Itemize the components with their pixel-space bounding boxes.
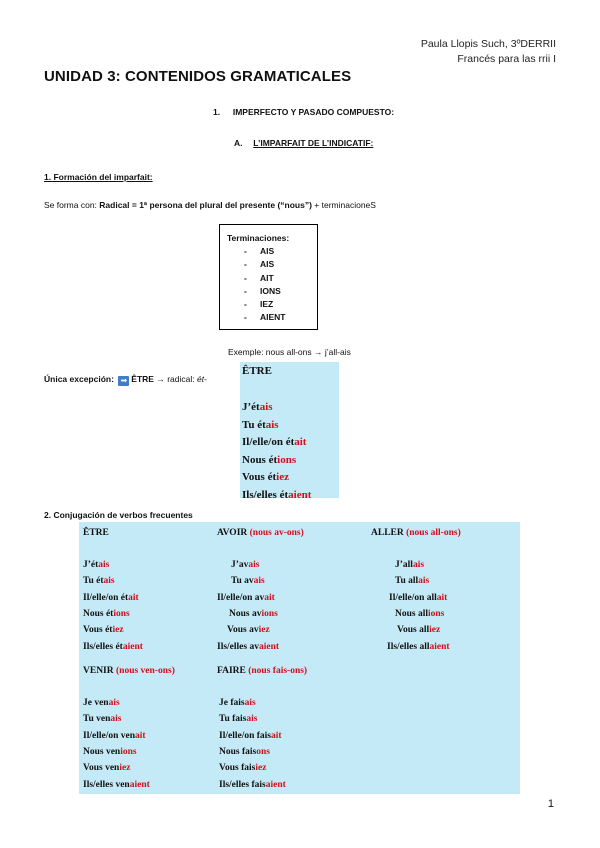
conjugation-row <box>219 698 256 708</box>
section-1-title: IMPERFECTO Y PASADO COMPUESTO: <box>232 107 395 117</box>
verb-hint: (nous fais-ons) <box>248 666 308 676</box>
section-1-heading <box>213 107 394 117</box>
conjugation-stem: Nous av <box>229 608 262 619</box>
conjugation-stem: Vous ven <box>83 763 120 774</box>
conjugation-ending: ais <box>253 576 265 587</box>
etre-row <box>242 436 306 448</box>
exemple-text: Exemple: nous all-ons → j’all-ais <box>228 347 351 357</box>
conjugation-row <box>83 714 121 724</box>
conjugation-row <box>219 747 270 757</box>
verb-heading-être <box>83 528 109 538</box>
verb-name: VENIR <box>83 666 114 676</box>
conjugation-stem: Vous av <box>227 625 259 636</box>
conjugation-stem: Tu all <box>395 576 419 587</box>
conjugation-stem: Tu ven <box>83 714 111 725</box>
conjugation-ending: iez <box>112 625 124 636</box>
conjugation-stem: Il/elle/on ven <box>83 730 135 741</box>
conjugation-ending: ais <box>103 576 115 587</box>
conjugation-stem: Vous all <box>397 625 430 636</box>
etre-ending: aient <box>288 489 312 501</box>
verb-hint: (nous all-ons) <box>406 528 461 538</box>
terminacion-item <box>227 272 317 285</box>
conjugation-ending: ait <box>264 592 275 603</box>
conjugation-stem: Il/elle/on av <box>217 592 265 603</box>
conjugation-stem: Tu fais <box>219 714 247 725</box>
conjugation-row <box>231 560 260 570</box>
verb-heading-avoir <box>217 528 304 538</box>
conjugation-ending: iez <box>258 625 270 636</box>
terminacion-value: AIENT <box>260 312 286 323</box>
etre-ending: ais <box>259 401 273 413</box>
exception-line <box>44 374 207 386</box>
conjugation-row <box>83 747 137 757</box>
exception-radical: ét- <box>196 374 207 384</box>
conjugation-row <box>83 625 124 635</box>
etre-ending: ions <box>277 453 297 466</box>
terminacion-dash: - <box>244 299 247 310</box>
conjugation-row <box>395 609 444 619</box>
conjugation-row <box>83 560 109 570</box>
conjugation-stem: Il/elle/on ét <box>83 592 129 603</box>
conjugation-stem: Ils/elles av <box>217 641 259 652</box>
etre-stem: J’ét <box>242 401 260 413</box>
conjugation-row <box>219 780 286 790</box>
conjugation-ending: ions <box>261 608 278 619</box>
conjugation-ending: ais <box>248 560 260 570</box>
conjugation-row <box>395 560 424 570</box>
terminacion-dash: - <box>244 312 247 323</box>
conjugation-row <box>83 698 120 708</box>
terminaciones-list <box>227 245 317 325</box>
conjugation-row <box>389 593 447 603</box>
etre-row <box>242 401 273 413</box>
conjugation-row <box>217 593 275 603</box>
conjugation-row <box>229 609 278 619</box>
conjugation-ending: aient <box>258 641 280 652</box>
page-title: UNIDAD 3: CONTENIDOS GRAMATICALES <box>44 68 352 85</box>
etre-ending: iez <box>276 471 289 484</box>
conjugation-ending: aient <box>122 641 143 652</box>
verb-heading-faire <box>217 666 307 676</box>
formation-rule <box>44 200 376 210</box>
exception-etre: ÊTRE <box>131 374 154 384</box>
conjugation-row <box>83 780 150 790</box>
conjugation-heading: 2. Conjugación de verbos frecuentes <box>44 510 193 520</box>
conjugation-row <box>397 625 440 635</box>
conjugation-stem: Ils/elles ét <box>83 641 123 652</box>
conjugation-ending: ais <box>110 714 122 725</box>
section-a-title: L’IMPARFAIT DE L’INDICATIF: <box>253 138 374 148</box>
conjugation-ending: ais <box>418 576 430 587</box>
conjugation-row <box>219 731 282 741</box>
conjugation-ending: ais <box>108 698 120 708</box>
section-1-number: 1. <box>213 107 221 117</box>
header-course: Francés para las rrii I <box>457 53 556 65</box>
conjugation-stem: Tu ét <box>83 576 104 587</box>
etre-table-heading: ÊTRE <box>242 365 272 377</box>
header-author: Paula Llopis Such, 3ºDERRII <box>420 38 556 50</box>
conjugation-row <box>219 714 257 724</box>
verb-hint: (nous av-ons) <box>249 528 304 538</box>
verb-heading-venir <box>83 666 175 676</box>
etre-row <box>242 489 311 501</box>
conjugation-stem: Vous ét <box>83 625 113 636</box>
terminacion-dash: - <box>244 246 247 256</box>
page-number: 1 <box>547 798 554 810</box>
terminacion-item <box>227 258 317 271</box>
verb-hint: (nous ven-ons) <box>116 666 175 676</box>
conjugation-ending: ait <box>271 730 282 741</box>
terminacion-item <box>227 298 317 311</box>
conjugation-stem: Nous fais <box>219 746 257 757</box>
terminacion-dash: - <box>244 272 247 283</box>
conjugation-stem: Ils/elles fais <box>219 779 266 790</box>
conjugation-ending: ais <box>98 560 110 570</box>
formation-rule-prefix: Se forma con: <box>44 200 100 210</box>
conjugation-ending: ons <box>256 746 270 757</box>
conjugation-stem: Vous fais <box>219 763 256 774</box>
terminaciones-label: Terminaciones: <box>227 233 290 243</box>
conjugation-ending: ais <box>246 714 258 725</box>
verb-name: FAIRE <box>217 666 246 676</box>
terminacion-item <box>227 311 317 324</box>
exception-rest: → radical: <box>153 374 197 384</box>
etre-stem: Vous ét <box>242 471 277 484</box>
formation-rule-suffix: + terminacioneS <box>311 200 376 210</box>
conjugation-ending: ait <box>436 592 448 603</box>
verb-name: ÊTRE <box>83 528 109 538</box>
terminacion-item <box>227 245 317 258</box>
conjugation-stem: Je fais <box>219 698 245 708</box>
conjugation-ending: ait <box>135 730 146 741</box>
verb-heading-aller <box>371 528 461 538</box>
terminaciones-box <box>219 224 318 330</box>
conjugation-row <box>83 731 146 741</box>
conjugation-ending: aient <box>429 641 450 652</box>
terminacion-dash: - <box>244 259 247 270</box>
conjugation-stem: Je ven <box>83 698 109 708</box>
conjugation-ending: iez <box>119 763 131 774</box>
verb-name: AVOIR <box>217 528 248 538</box>
exception-label: Única excepción: <box>44 374 114 384</box>
conjugation-ending: iez <box>255 763 267 774</box>
etre-stem: Ils/elles ét <box>242 489 289 501</box>
terminacion-dash: - <box>244 285 247 296</box>
formation-rule-bold: Radical = 1ª persona del plural del presente (“nous”) <box>99 200 312 210</box>
conjugation-stem: J’ét <box>83 560 99 570</box>
conjugation-stem: Nous ét <box>83 608 114 619</box>
etre-ending: ais <box>265 418 279 431</box>
conjugation-stem: Il/elle/on all <box>389 592 437 603</box>
conjugation-row <box>217 642 279 652</box>
formation-heading: 1. Formación del imparfait: <box>44 172 153 182</box>
etre-row <box>242 471 289 483</box>
conjugation-stem: Nous ven <box>83 746 121 757</box>
verb-name: ALLER <box>371 528 404 538</box>
conjugation-table <box>79 522 520 794</box>
conjugation-row <box>231 576 265 586</box>
etre-row <box>242 454 296 466</box>
conjugation-ending: ais <box>412 560 425 570</box>
right-arrow-icon: ➡ <box>118 376 129 386</box>
terminacion-value: IEZ <box>260 299 274 310</box>
conjugation-ending: aient <box>129 779 150 790</box>
conjugation-stem: Ils/elles ven <box>83 779 130 790</box>
conjugation-stem: Ils/elles all <box>387 641 430 652</box>
conjugation-row <box>387 642 450 652</box>
conjugation-ending: ions <box>428 608 445 619</box>
conjugation-row <box>227 625 270 635</box>
conjugation-row <box>83 642 143 652</box>
conjugation-ending: iez <box>429 625 441 636</box>
section-a-letter: A. <box>234 138 243 148</box>
conjugation-ending: ait <box>128 592 139 603</box>
etre-row <box>242 419 279 431</box>
conjugation-stem: J’av <box>231 560 249 570</box>
conjugation-row <box>395 576 429 586</box>
etre-table <box>240 362 339 501</box>
conjugation-row <box>219 763 266 773</box>
conjugation-row <box>83 576 115 586</box>
etre-stem: Il/elle/on ét <box>242 436 295 449</box>
terminacion-value: AIS <box>260 259 275 270</box>
conjugation-ending: ais <box>244 698 256 708</box>
terminacion-value: AIT <box>260 272 274 283</box>
etre-stem: Nous ét <box>242 453 278 466</box>
conjugation-stem: Nous all <box>395 608 428 619</box>
section-a-heading <box>234 138 373 148</box>
conjugation-row <box>83 763 130 773</box>
conjugation-ending: ions <box>120 746 137 757</box>
etre-ending: ait <box>294 436 307 449</box>
conjugation-ending: ions <box>113 608 130 619</box>
terminacion-value: AIS <box>260 246 275 256</box>
conjugation-row <box>83 593 139 603</box>
terminacion-value: IONS <box>260 285 281 296</box>
etre-stem: Tu ét <box>242 418 266 431</box>
conjugation-stem: Il/elle/on fais <box>219 730 271 741</box>
conjugation-ending: aient <box>265 779 286 790</box>
conjugation-stem: Tu av <box>231 576 254 587</box>
conjugation-row <box>83 609 130 619</box>
conjugation-stem: J’all <box>395 560 413 570</box>
terminacion-item <box>227 285 317 298</box>
